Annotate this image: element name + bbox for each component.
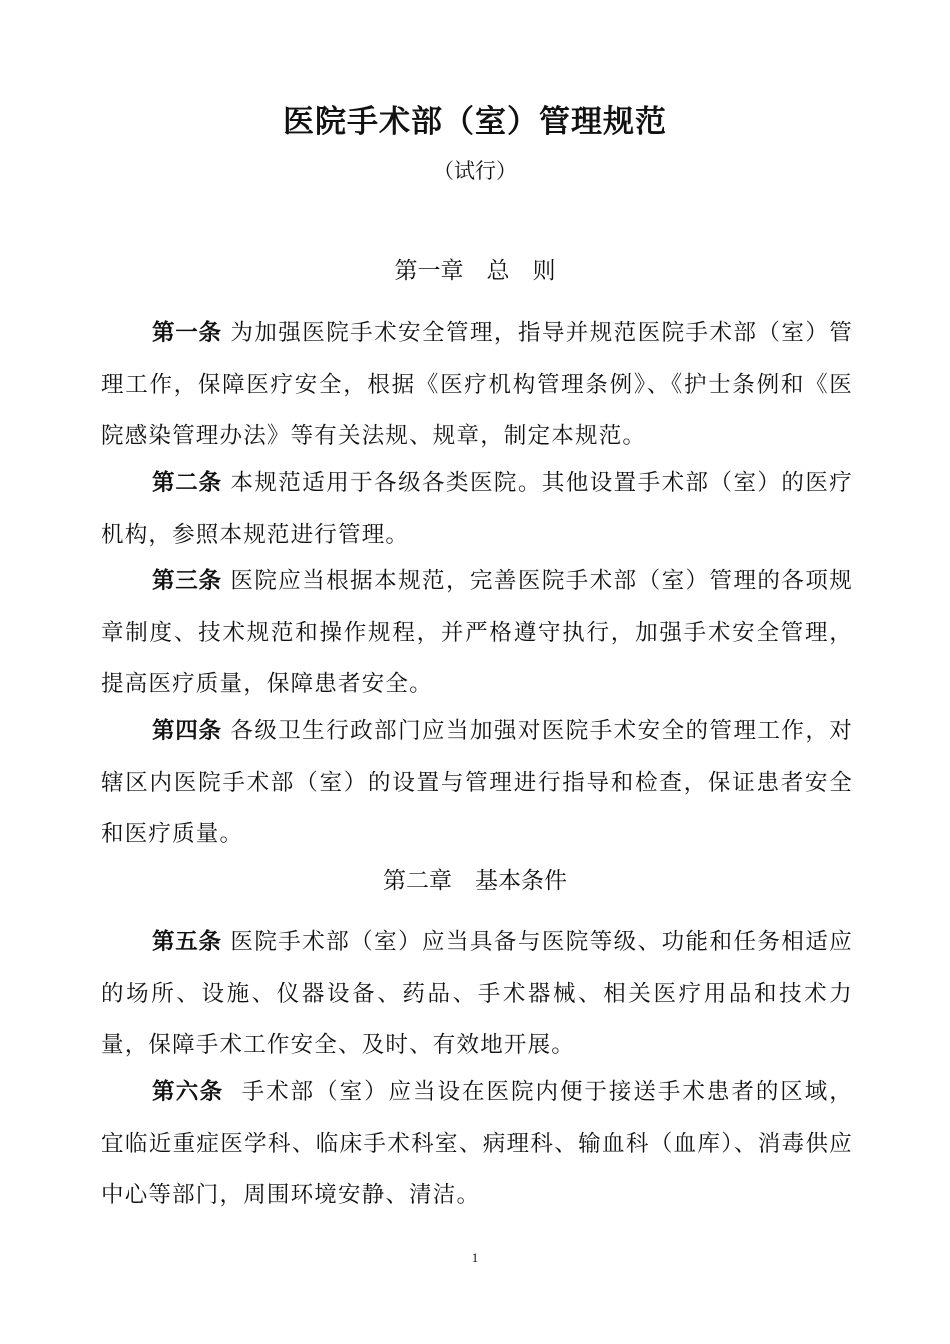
- page-number: 1: [471, 1250, 479, 1265]
- document-subtitle: （试行）: [433, 159, 517, 183]
- article-text: 本规范适用于各级各类医院。其他设置手术部（室）的医疗机构，参照本规范进行管理。: [101, 470, 853, 548]
- article-text: 医院应当根据本规范，完善医院手术部（室）管理的各项规章制度、技术规范和操作规程，并严格遵守执行，加强手术安全管理，提高医疗质量，保障患者安全。: [101, 568, 853, 697]
- article-label: 第一条: [152, 320, 222, 346]
- article-paragraph: [101, 1067, 853, 1222]
- article-paragraph: [101, 706, 853, 861]
- article-text: 为加强医院手术安全管理，指导并规范医院手术部（室）管理工作，保障医疗安全，根据《医疗机构管理条例》、《护士条例和《医院感染管理办法》等有关法规、规章，制定本规范。: [101, 320, 853, 449]
- article-text: 手术部（室）应当设在医院内便于接送手术患者的区域，宜临近重症医学科、临床手术科室、病理科、输血科（血库）、消毒供应中心等部门，周围环境安静、清洁。: [101, 1079, 853, 1208]
- article-paragraph: [101, 458, 853, 561]
- article-label: 第六条: [152, 1079, 224, 1105]
- article-text: 医院手术部（室）应当具备与医院等级、功能和任务相适应的场所、设施、仪器设备、药品、手术器械、相关医疗用品和技术力量，保障手术工作安全、及时、有效地开展。: [101, 929, 853, 1058]
- article-text: 各级卫生行政部门应当加强对医院手术安全的管理工作，对辖区内医院手术部（室）的设置与管理进行指导和检查，保证患者安全和医疗质量。: [101, 718, 853, 847]
- chapter-heading: 第一章 总 则: [394, 258, 556, 284]
- article-paragraph: [101, 556, 853, 711]
- article-label: 第二条: [152, 470, 222, 496]
- article-label: 第四条: [152, 718, 222, 744]
- article-label: 第三条: [152, 568, 222, 594]
- article-label: 第五条: [152, 929, 222, 955]
- chapter-heading: 第二章 基本条件: [383, 868, 567, 894]
- document-title: 医院手术部（室）管理规范: [283, 104, 667, 140]
- article-paragraph: [101, 308, 853, 463]
- article-paragraph: [101, 917, 853, 1072]
